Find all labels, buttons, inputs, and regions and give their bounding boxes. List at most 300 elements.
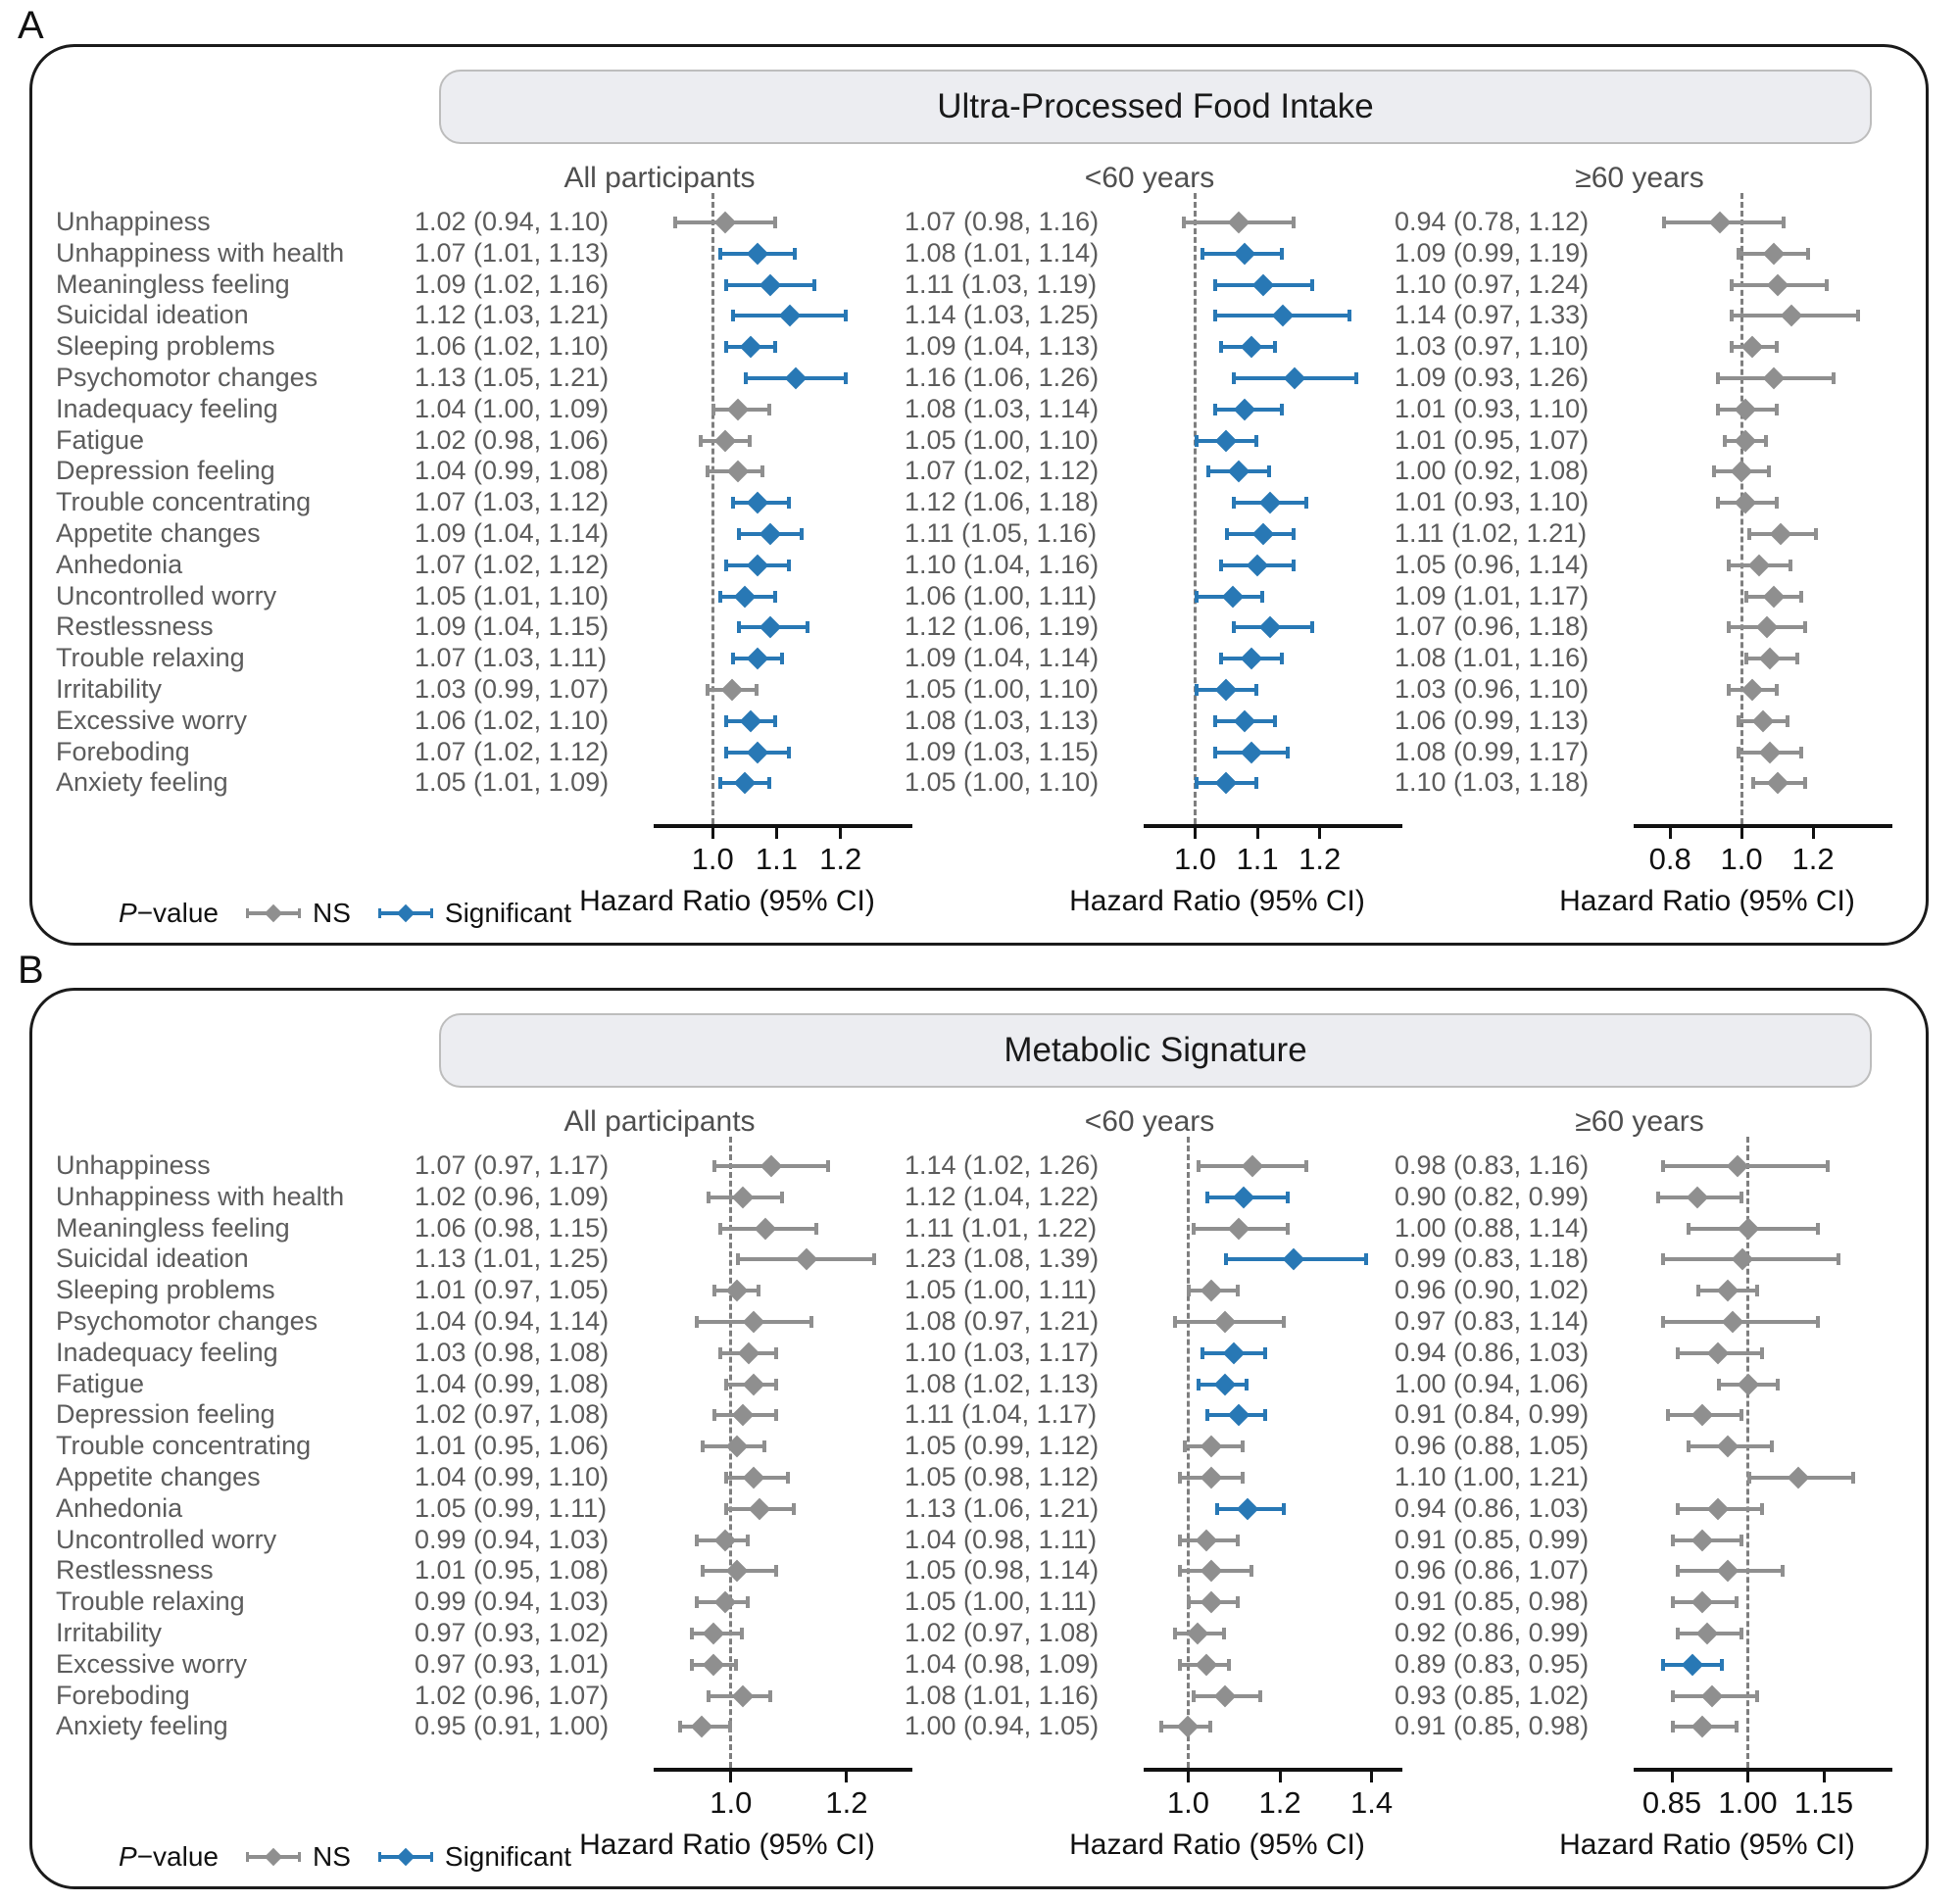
hr-value: 1.05 (1.01, 1.10) — [415, 580, 610, 610]
ci-cap-right — [1241, 1472, 1245, 1484]
ci-cap-left — [711, 404, 715, 415]
panel-b-forest — [32, 1150, 1926, 1895]
ci-cap-left — [744, 372, 748, 384]
row-label: Trouble relaxing — [56, 643, 245, 673]
axis-tick — [1671, 1772, 1674, 1782]
point-estimate-marker — [1228, 1217, 1250, 1240]
point-estimate-marker — [1252, 523, 1275, 546]
hr-value: 1.01 (0.97, 1.05) — [415, 1275, 610, 1305]
point-estimate-marker — [1284, 367, 1306, 390]
ci-cap-left — [1187, 1285, 1191, 1296]
ci-cap-right — [728, 1721, 732, 1732]
axis-tick — [1812, 828, 1815, 839]
axis-tick — [1279, 1772, 1282, 1782]
axis-title: Hazard Ratio (95% CI) — [579, 1829, 875, 1862]
point-estimate-marker — [747, 554, 769, 576]
ci-cap-right — [755, 684, 759, 696]
hr-value: 0.94 (0.86, 1.03) — [1395, 1492, 1590, 1523]
point-estimate-marker — [785, 367, 808, 390]
row-label: Foreboding — [56, 736, 190, 766]
ci-cap-right — [806, 621, 809, 633]
point-estimate-marker — [1252, 273, 1275, 296]
ci-cap-left — [1661, 1316, 1665, 1328]
ci-cap-right — [1856, 310, 1860, 321]
hr-value: 1.01 (0.95, 1.06) — [415, 1431, 610, 1461]
point-estimate-marker — [740, 709, 762, 732]
point-estimate-marker — [1755, 616, 1778, 639]
ci-cap-right — [734, 1659, 738, 1671]
ci-cap-left — [724, 1503, 728, 1515]
ci-cap-left — [1195, 591, 1199, 603]
ci-cap-left — [1173, 1316, 1177, 1328]
forest-plot-column — [1069, 1150, 1395, 1895]
ci-cap-right — [773, 217, 777, 228]
point-estimate-marker — [734, 585, 757, 608]
ci-cap-right — [1814, 528, 1818, 540]
point-estimate-marker — [727, 398, 750, 420]
point-estimate-marker — [731, 1684, 754, 1707]
point-estimate-marker — [1722, 1311, 1744, 1334]
point-estimate-marker — [737, 1342, 760, 1364]
point-estimate-marker — [703, 1653, 725, 1676]
ci-cap-right — [1782, 217, 1786, 228]
ci-cap-right — [1740, 1628, 1743, 1639]
ci-cap-right — [746, 1535, 750, 1546]
ci-cap-left — [701, 1565, 705, 1577]
hr-value: 0.96 (0.90, 1.02) — [1395, 1275, 1590, 1305]
hr-value: 0.99 (0.94, 1.03) — [415, 1586, 610, 1617]
point-estimate-marker — [1770, 523, 1792, 546]
ci-cap-left — [1662, 217, 1666, 228]
hr-value: 1.05 (1.00, 1.10) — [905, 673, 1100, 704]
ci-cap-right — [1310, 621, 1314, 633]
axis-tick — [711, 828, 714, 839]
hr-value: 1.04 (0.99, 1.08) — [415, 456, 610, 486]
ci-cap-left — [1737, 747, 1740, 758]
ci-cap-right — [1837, 1253, 1840, 1265]
axis-tick-label: 1.0 — [1166, 1785, 1209, 1821]
ci-cap-right — [1208, 1721, 1212, 1732]
ci-cap-left — [1206, 465, 1210, 477]
point-estimate-marker — [1717, 1436, 1740, 1458]
hr-value: 1.01 (0.95, 1.07) — [1395, 424, 1590, 455]
point-estimate-marker — [1258, 492, 1281, 514]
ci-cap-right — [1280, 248, 1284, 260]
point-estimate-marker — [703, 1623, 725, 1645]
axis-tick-label: 1.2 — [819, 842, 862, 877]
point-estimate-marker — [1196, 1529, 1218, 1551]
row-label: Fatigue — [56, 424, 145, 455]
hr-value: 1.09 (1.04, 1.15) — [415, 611, 610, 642]
ci-cap-right — [1826, 1160, 1830, 1172]
hr-value: 0.94 (0.78, 1.12) — [1395, 207, 1590, 236]
hr-value: 1.09 (1.04, 1.14) — [905, 643, 1100, 673]
point-estimate-marker — [760, 523, 782, 546]
hr-value: 1.00 (0.94, 1.06) — [1395, 1368, 1590, 1398]
row-label: Unhappiness with health — [56, 237, 345, 268]
hr-value: 1.10 (1.00, 1.21) — [1395, 1461, 1590, 1491]
ci-cap-right — [748, 435, 752, 447]
ci-cap-left — [724, 341, 728, 353]
point-estimate-marker — [760, 616, 782, 639]
ci-cap-left — [1197, 1160, 1200, 1172]
point-estimate-marker — [1200, 1436, 1223, 1458]
point-estimate-marker — [731, 1186, 754, 1208]
panel-b-letter: B — [18, 949, 44, 992]
ci-cap-left — [1727, 621, 1731, 633]
panel-b-title-pill — [439, 1013, 1872, 1088]
point-estimate-marker — [760, 273, 782, 296]
axis-title: Hazard Ratio (95% CI) — [1069, 1829, 1365, 1862]
ci-cap-left — [724, 1379, 728, 1391]
ci-cap-right — [768, 1690, 772, 1702]
hr-value: 1.14 (1.03, 1.25) — [905, 300, 1100, 330]
point-estimate-marker — [1228, 461, 1250, 483]
hr-value: 0.94 (0.86, 1.03) — [1395, 1337, 1590, 1367]
row-label: Foreboding — [56, 1680, 190, 1710]
ci-cap-left — [1687, 1223, 1690, 1235]
point-estimate-marker — [1741, 336, 1764, 359]
ci-cap-left — [1205, 1192, 1209, 1203]
hr-value: 1.08 (1.01, 1.16) — [1395, 643, 1590, 673]
hr-value: 1.00 (0.92, 1.08) — [1395, 456, 1590, 486]
point-estimate-marker — [1237, 1497, 1259, 1520]
row-label: Fatigue — [56, 1368, 145, 1398]
hr-value: 1.11 (1.04, 1.17) — [905, 1399, 1098, 1430]
point-estimate-marker — [1258, 616, 1281, 639]
ci-cap-right — [1282, 1316, 1286, 1328]
hr-value: 1.13 (1.06, 1.21) — [905, 1492, 1100, 1523]
ci-cap-left — [1730, 279, 1734, 291]
ci-cap-right — [1348, 310, 1351, 321]
ci-cap-left — [1178, 1565, 1182, 1577]
row-label: Excessive worry — [56, 1648, 248, 1679]
point-estimate-marker — [714, 212, 737, 234]
row-label: Trouble concentrating — [56, 487, 312, 517]
point-estimate-marker — [755, 1217, 777, 1240]
panel-b-headers — [32, 1105, 1926, 1139]
row-label: Appetite changes — [56, 517, 261, 548]
point-estimate-marker — [1766, 772, 1788, 795]
hr-value: 1.13 (1.05, 1.21) — [415, 362, 610, 392]
row-label: Appetite changes — [56, 1461, 261, 1491]
ci-cap-left — [1671, 1596, 1675, 1608]
point-estimate-marker — [1752, 709, 1775, 732]
hr-value: 1.05 (1.00, 1.10) — [905, 767, 1100, 798]
row-label: Psychomotor changes — [56, 1305, 318, 1336]
hr-value: 1.05 (0.96, 1.14) — [1395, 549, 1590, 579]
ci-cap-left — [1178, 1659, 1182, 1671]
point-estimate-marker — [1701, 1684, 1724, 1707]
hr-value: 0.91 (0.85, 0.98) — [1395, 1711, 1590, 1741]
hr-value: 1.05 (1.00, 1.10) — [905, 424, 1100, 455]
point-estimate-marker — [1200, 1560, 1223, 1583]
hr-value: 1.06 (1.02, 1.10) — [415, 331, 610, 362]
hr-value: 1.06 (0.98, 1.15) — [415, 1212, 610, 1243]
hr-value: 1.10 (1.03, 1.17) — [905, 1337, 1100, 1367]
ci-cap-left — [695, 1535, 699, 1546]
hr-value: 0.98 (0.83, 1.16) — [1395, 1150, 1590, 1180]
hr-value: 1.05 (1.00, 1.11) — [905, 1275, 1098, 1305]
axis-tick-label: 1.0 — [1720, 842, 1763, 877]
forest-plot-column — [1069, 207, 1395, 952]
ci-cap-left — [1723, 435, 1727, 447]
point-estimate-marker — [714, 1529, 737, 1551]
ci-cap-left — [737, 528, 741, 540]
ci-cap-left — [731, 653, 735, 664]
ci-cap-left — [718, 1347, 722, 1359]
hr-value: 1.02 (0.96, 1.09) — [415, 1181, 610, 1211]
hr-value: 0.96 (0.88, 1.05) — [1395, 1431, 1590, 1461]
x-axis — [1559, 824, 1885, 952]
ci-cap-right — [1245, 1379, 1249, 1391]
reference-line — [1194, 193, 1197, 824]
axis-title: Hazard Ratio (95% CI) — [1559, 885, 1855, 918]
axis-title: Hazard Ratio (95% CI) — [579, 885, 875, 918]
hr-value: 0.89 (0.83, 0.95) — [1395, 1648, 1590, 1679]
point-estimate-marker — [727, 461, 750, 483]
ci-cap-left — [1661, 1659, 1665, 1671]
estimate-column — [415, 207, 662, 952]
panel-a-forest — [32, 207, 1926, 952]
ci-cap-left — [1192, 1690, 1196, 1702]
point-estimate-marker — [1214, 1684, 1237, 1707]
hr-value: 1.11 (1.01, 1.22) — [905, 1212, 1098, 1243]
ci-cap-left — [1696, 1285, 1700, 1296]
ci-cap-left — [718, 248, 722, 260]
point-estimate-marker — [1200, 1280, 1223, 1302]
ci-cap-left — [1232, 621, 1236, 633]
panel-a-letter: A — [18, 4, 44, 47]
point-estimate-marker — [691, 1716, 713, 1738]
estimate-column — [415, 1150, 662, 1895]
ci-cap-right — [1786, 715, 1789, 727]
x-axis — [1069, 824, 1395, 952]
point-estimate-marker — [1759, 648, 1782, 670]
panel-a-labels-col — [32, 207, 415, 952]
ci-cap-right — [826, 1160, 830, 1172]
ci-cap-left — [712, 1285, 716, 1296]
ci-cap-left — [1225, 528, 1229, 540]
ci-cap-left — [1213, 404, 1217, 415]
point-estimate-marker — [1748, 554, 1771, 576]
ci-cap-right — [774, 1379, 778, 1391]
axis-tick-label: 1.1 — [1236, 842, 1279, 877]
ci-cap-right — [1286, 1192, 1290, 1203]
ci-cap-left — [706, 465, 710, 477]
ci-cap-right — [1282, 1503, 1286, 1515]
ci-cap-left — [1224, 1253, 1228, 1265]
ci-cap-right — [872, 1253, 876, 1265]
column-header: <60 years — [1084, 162, 1215, 194]
ci-cap-right — [1755, 1690, 1759, 1702]
ci-cap-left — [695, 1596, 699, 1608]
ci-cap-right — [1764, 435, 1768, 447]
point-estimate-marker — [714, 1591, 737, 1614]
p-value-label: P−value — [119, 1841, 219, 1872]
point-estimate-marker — [1759, 741, 1782, 763]
column-header: All participants — [564, 1105, 756, 1138]
row-label: Meaningless feeling — [56, 1212, 290, 1243]
ci-cap-right — [844, 310, 848, 321]
ci-cap-left — [1676, 1565, 1680, 1577]
ci-cap-right — [1364, 1253, 1368, 1265]
point-estimate-marker — [1717, 1560, 1740, 1583]
ci-cap-left — [1716, 497, 1720, 509]
hr-value: 1.08 (1.03, 1.13) — [905, 705, 1100, 735]
hr-value: 0.91 (0.85, 0.98) — [1395, 1586, 1590, 1617]
ci-cap-left — [1730, 341, 1734, 353]
hr-value: 0.97 (0.93, 1.01) — [415, 1648, 610, 1679]
ci-cap-right — [1254, 777, 1258, 789]
axis-tick-label: 1.0 — [710, 1785, 753, 1821]
point-estimate-marker — [1734, 492, 1756, 514]
ci-cap-right — [814, 1223, 818, 1235]
ci-cap-left — [1661, 1253, 1665, 1265]
ci-cap-left — [736, 1253, 740, 1265]
ci-cap-right — [787, 560, 791, 571]
ci-cap-right — [1760, 1347, 1764, 1359]
axis-tick-label: 1.2 — [1298, 842, 1342, 877]
point-estimate-marker — [1734, 398, 1756, 420]
forest-plot-column — [579, 1150, 905, 1895]
estimate-column — [905, 207, 1152, 952]
hr-value: 0.96 (0.86, 1.07) — [1395, 1555, 1590, 1586]
point-estimate-marker — [1200, 1591, 1223, 1614]
significant-marker-icon — [378, 903, 433, 924]
hr-value: 1.16 (1.06, 1.26) — [905, 362, 1100, 392]
ci-cap-right — [773, 715, 777, 727]
x-axis-line — [654, 1768, 912, 1772]
plot-canvas — [1152, 1150, 1395, 1742]
axis-tick-label: 1.2 — [1791, 842, 1835, 877]
point-estimate-marker — [1215, 429, 1238, 452]
ci-cap-right — [787, 497, 791, 509]
ci-cap-right — [1775, 404, 1779, 415]
ci-cap-left — [1687, 1440, 1690, 1452]
point-estimate-marker — [749, 1497, 771, 1520]
ci-cap-right — [1735, 1596, 1739, 1608]
ci-cap-right — [767, 777, 771, 789]
ci-cap-right — [787, 747, 791, 758]
point-estimate-marker — [1691, 1404, 1714, 1427]
axis-tick — [729, 1772, 732, 1782]
point-estimate-marker — [1240, 336, 1262, 359]
axis-tick-label: 1.1 — [755, 842, 799, 877]
ci-cap-left — [712, 1160, 716, 1172]
ci-cap-left — [1232, 497, 1236, 509]
panel-a-legend — [119, 898, 571, 929]
ci-cap-left — [1215, 1503, 1219, 1515]
panel-b-title: Metabolic Signature — [1004, 1031, 1307, 1069]
point-estimate-marker — [1691, 1716, 1714, 1738]
ci-cap-left — [1183, 1440, 1187, 1452]
axis-tick-label: 1.4 — [1350, 1785, 1394, 1821]
estimate-column — [1395, 1150, 1642, 1895]
ci-cap-right — [1292, 217, 1296, 228]
plot-canvas — [1642, 207, 1885, 799]
ci-cap-left — [1213, 715, 1217, 727]
hr-value: 1.04 (0.99, 1.10) — [415, 1461, 610, 1491]
ci-cap-right — [1236, 1285, 1240, 1296]
forest-plot-column — [579, 207, 905, 952]
hr-value: 1.08 (0.97, 1.21) — [905, 1305, 1100, 1336]
axis-tick — [1187, 1772, 1190, 1782]
ci-cap-right — [786, 1472, 790, 1484]
row-label: Trouble concentrating — [56, 1431, 312, 1461]
ci-cap-left — [1661, 1160, 1665, 1172]
row-label: Unhappiness — [56, 207, 211, 236]
ci-cap-right — [1803, 777, 1807, 789]
panel-b — [29, 988, 1929, 1889]
ci-cap-left — [1727, 560, 1731, 571]
ci-cap-left — [1676, 1628, 1680, 1639]
point-estimate-marker — [731, 1404, 754, 1427]
hr-value: 1.02 (0.97, 1.08) — [415, 1399, 610, 1430]
ci-cap-right — [1310, 279, 1314, 291]
ci-cap-left — [1737, 715, 1740, 727]
hr-value: 1.12 (1.04, 1.22) — [905, 1181, 1100, 1211]
ci-cap-left — [1671, 1721, 1675, 1732]
ci-cap-right — [1788, 560, 1792, 571]
row-label: Inadequacy feeling — [56, 393, 278, 423]
ci-cap-left — [673, 217, 677, 228]
hr-value: 1.03 (0.99, 1.07) — [415, 673, 610, 704]
hr-value: 1.13 (1.01, 1.25) — [415, 1244, 610, 1274]
ns-marker-icon — [246, 903, 301, 924]
row-label: Irritability — [56, 673, 163, 704]
hr-value: 1.03 (0.98, 1.08) — [415, 1337, 610, 1367]
hr-value: 1.11 (1.02, 1.21) — [1395, 517, 1588, 548]
ci-cap-right — [1825, 279, 1829, 291]
hr-value: 1.07 (1.03, 1.12) — [415, 487, 610, 517]
ci-cap-left — [1213, 279, 1217, 291]
ci-cap-left — [1200, 1347, 1204, 1359]
ci-cap-left — [731, 310, 735, 321]
point-estimate-marker — [1215, 679, 1238, 702]
ci-cap-right — [1273, 341, 1277, 353]
ci-cap-left — [1676, 1503, 1680, 1515]
axis-tick — [1256, 828, 1259, 839]
ci-cap-left — [737, 621, 741, 633]
row-label: Anhedonia — [56, 1492, 183, 1523]
ci-cap-left — [1182, 217, 1186, 228]
ci-cap-right — [774, 1565, 778, 1577]
ci-cap-right — [1740, 1535, 1743, 1546]
ci-cap-right — [1799, 591, 1803, 603]
point-estimate-marker — [1731, 461, 1753, 483]
ci-cap-right — [773, 341, 777, 353]
row-label: Anxiety feeling — [56, 1711, 228, 1741]
hr-value: 1.09 (0.93, 1.26) — [1395, 362, 1590, 392]
ci-cap-left — [1178, 1472, 1182, 1484]
plot-canvas — [1152, 207, 1395, 799]
hr-value: 1.06 (1.00, 1.11) — [905, 580, 1098, 610]
ns-marker-icon — [246, 1846, 301, 1868]
row-label: Depression feeling — [56, 456, 275, 486]
ci-cap-right — [1236, 1596, 1240, 1608]
point-estimate-marker — [1214, 1311, 1237, 1334]
ci-cap-left — [724, 715, 728, 727]
hr-value: 1.11 (1.05, 1.16) — [905, 517, 1098, 548]
hr-value: 0.99 (0.94, 1.03) — [415, 1524, 610, 1554]
ci-cap-right — [1775, 341, 1779, 353]
x-axis-line — [654, 824, 912, 828]
hr-value: 1.04 (1.00, 1.09) — [415, 393, 610, 423]
hr-value: 0.97 (0.83, 1.14) — [1395, 1305, 1590, 1336]
hr-value: 1.12 (1.03, 1.21) — [415, 300, 610, 330]
point-estimate-marker — [1706, 1497, 1729, 1520]
